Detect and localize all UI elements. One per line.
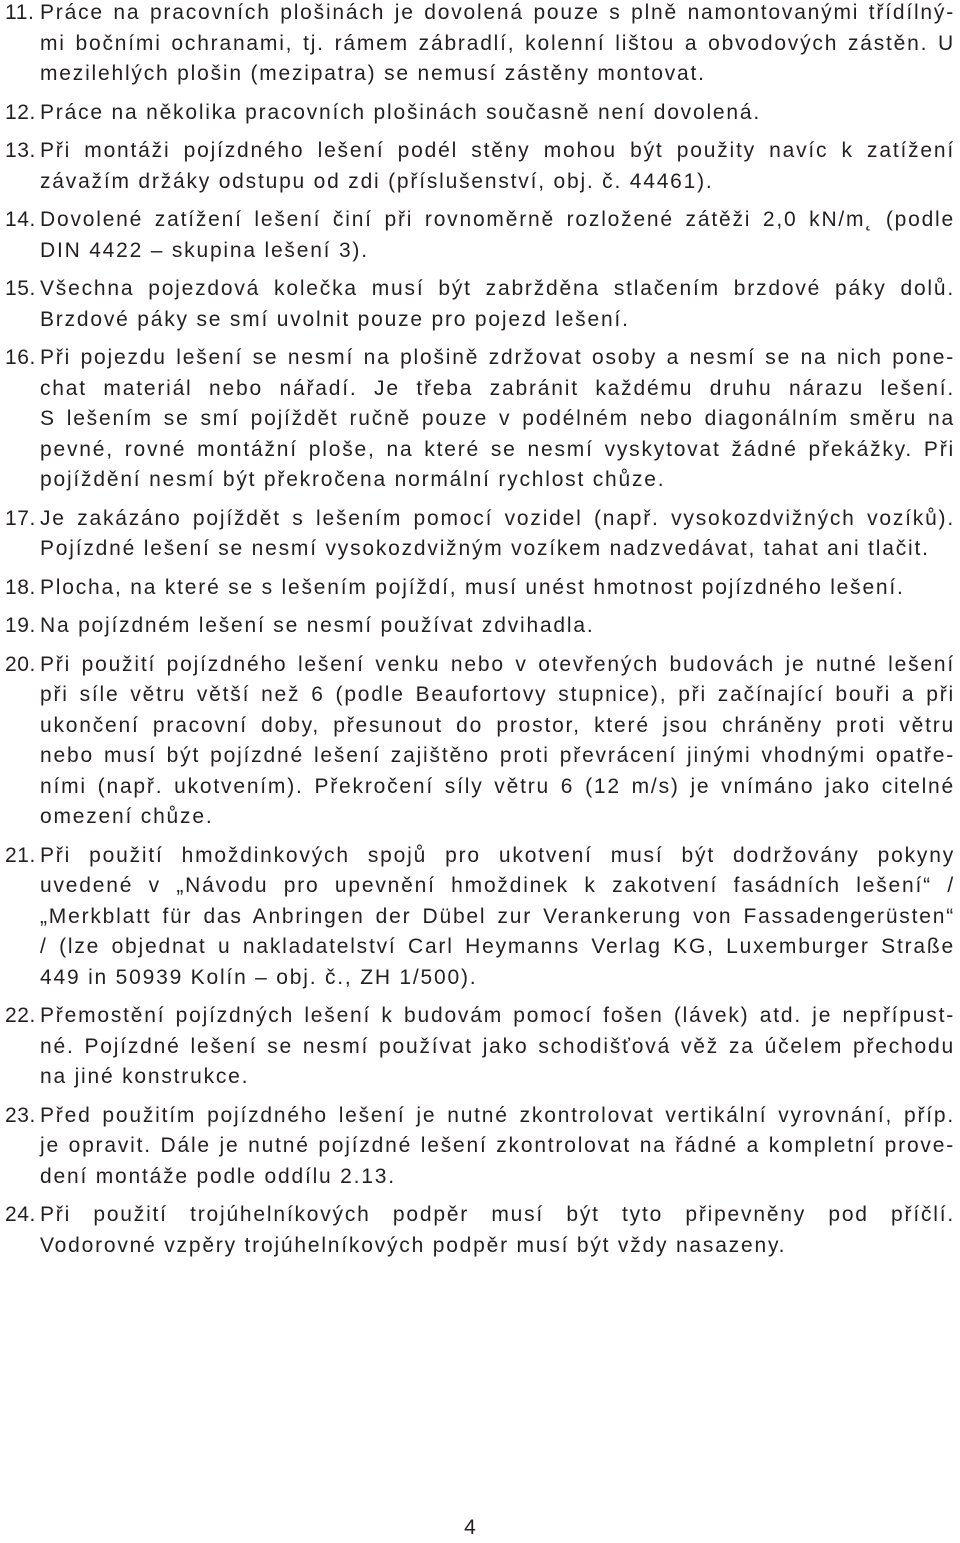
item-text [40,98,955,129]
list-item [0,0,960,90]
text-line: Při pojezdu lešení se nesmí na plošině zdržovat osoby a nesmí se na nich pone- [40,346,955,369]
list-item [0,1001,960,1093]
item-number: 16. [5,346,36,369]
list-item [0,1101,960,1193]
item-number: 19. [5,614,36,637]
item-text [40,573,955,604]
page-number: 4 [464,1516,476,1539]
text-line: DIN 4422 – skupina lešení 3). [40,238,369,262]
text-line: mi bočními ochranami, tj. rámem zábradlí, kolenní lištou a obvodových zástěn. U [40,31,955,55]
list-item [0,205,960,266]
item-text [40,136,955,197]
text-line: Před použitím pojízdného lešení je nutné zkontrolovat vertikální vyrovnání, příp. [40,1103,955,1127]
item-number: 11. [5,1,35,24]
item-text [40,274,955,335]
text-line: pojíždění nesmí být překročena normální rychlost chůze. [40,468,666,491]
item-text [40,1200,955,1261]
item-text [40,650,955,833]
text-line: Přemostění pojízdných lešení k budovám pomocí fošen (lávek) atd. je nepřípust- [40,1004,955,1027]
text-line: 449 in 50939 Kolín – obj. č., ZH 1/500). [40,965,478,989]
list-item [0,650,960,833]
text-line: Práce na pracovních plošinách je dovolená pouze s plně namontovanými třídílný- [40,1,955,24]
list-item [0,841,960,994]
text-line: / (lze objednat u nakladatelství Carl Heymanns Verlag KG, Luxemburger Straße [40,935,955,958]
item-number: 14. [5,208,36,231]
text-line: při síle větru větší než 6 (podle Beaufortovy stupnice), při začínající bouři a při [40,683,955,706]
item-text [40,343,955,496]
text-line: Plocha, na které se s lešením pojíždí, musí unést hmotnost pojízdného lešení. [40,575,905,599]
text-line: Vodorovné vzpěry trojúhelníkových podpěr musí být vždy nasazeny. [40,1233,787,1257]
list-item [0,98,960,129]
list-item [0,1200,960,1261]
item-number: 12. [5,100,36,124]
list-item [0,343,960,496]
text-line: S lešením se smí pojíždět ručně pouze v podélném nebo diagonálním směru na [40,407,955,430]
text-line: Brzdové páky se smí uvolnit pouze pro pojezd lešení. [40,307,630,331]
text-line: Na pojízdném lešení se nesmí používat zdvihadla. [40,614,595,637]
item-number: 17. [5,506,36,530]
text-line: na jiné konstrukce. [40,1065,250,1088]
text-line: Při montáži pojízdného lešení podél stěny mohou být použity navíc k zatížení [40,139,955,162]
item-text [40,0,955,90]
text-line: Všechna pojezdová kolečka musí být zabržděna stlačením brzdové páky dolů. [40,277,955,300]
item-text [40,504,955,565]
list-item [0,611,960,642]
text-line: Při použití pojízdného lešení venku nebo v otevřených budovách je nutné lešení [40,652,955,676]
text-line: Práce na několika pracovních plošinách současně není dovolená. [40,100,761,124]
text-line: je opravit. Dále je nutné pojízdné lešení zkontrolovat na řádné a kompletní prove- [40,1134,955,1157]
text-line: „Merkblatt für das Anbringen der Dübel zur Verankerung von Fassadengerüsten“ [40,904,955,928]
text-line: mezilehlých plošin (mezipatra) se nemusí zástěny montovat. [40,62,706,85]
list-item [0,136,960,197]
text-line: ukončení pracovní doby, přesunout do prostor, které jsou chráněny proti větru [40,713,955,737]
text-line: Při použití trojúhelníkových podpěr musí být tyto připevněny pod příčlí. [40,1203,955,1226]
text-line: omezení chůze. [40,805,214,828]
item-number: 15. [5,277,36,300]
text-line: Při použití hmoždinkových spojů pro ukotvení musí být dodržovány pokyny [40,843,955,867]
text-line: chat materiál nebo nářadí. Je třeba zabránit každému druhu nárazu lešení. [40,376,955,400]
text-line: závažím držáky odstupu od zdi (příslušenství, obj. č. 44461). [40,169,714,193]
item-number: 23. [5,1103,36,1127]
item-text [40,205,955,266]
text-line: Je zakázáno pojíždět s lešením pomocí vozidel (např. vysokozdvižných vozíků). [40,506,955,530]
text-line: nebo musí být pojízdné lešení zajištěno proti převrácení jinými vhodnými opatře- [40,744,955,767]
text-line: uvedené v „Návodu pro upevnění hmoždinek k zakotvení fasádních lešení“ / [40,874,955,897]
list-item [0,274,960,335]
text-line: dení montáže podle oddílu 2.13. [40,1164,396,1188]
item-number: 18. [5,575,36,599]
text-line: Pojízdné lešení se nesmí vysokozdvižným vozíkem nadzvedávat, tahat ani tlačit. [40,537,930,560]
item-number: 20. [5,652,36,676]
item-text [40,611,955,642]
text-line: né. Pojízdné lešení se nesmí používat jako schodišťová věž za účelem přechodu [40,1034,955,1058]
item-text [40,1101,955,1193]
text-line: pevné, rovné montážní ploše, na které se nesmí vyskytovat žádné překážky. Při [40,437,955,461]
list-item [0,504,960,565]
text-line: Dovolené zatížení lešení činí při rovnoměrně rozložené zátěži 2,0 kN/m˛ (podle [40,208,955,231]
item-number: 24. [5,1203,36,1226]
item-text [40,1001,955,1093]
item-text [40,841,955,994]
text-line: ními (např. ukotvením). Překročení síly větru 6 (12 m/s) je vnímáno jako citelné [40,774,955,798]
item-number: 21. [5,843,36,867]
item-number: 13. [5,139,36,162]
list-item [0,573,960,604]
item-number: 22. [5,1004,36,1027]
